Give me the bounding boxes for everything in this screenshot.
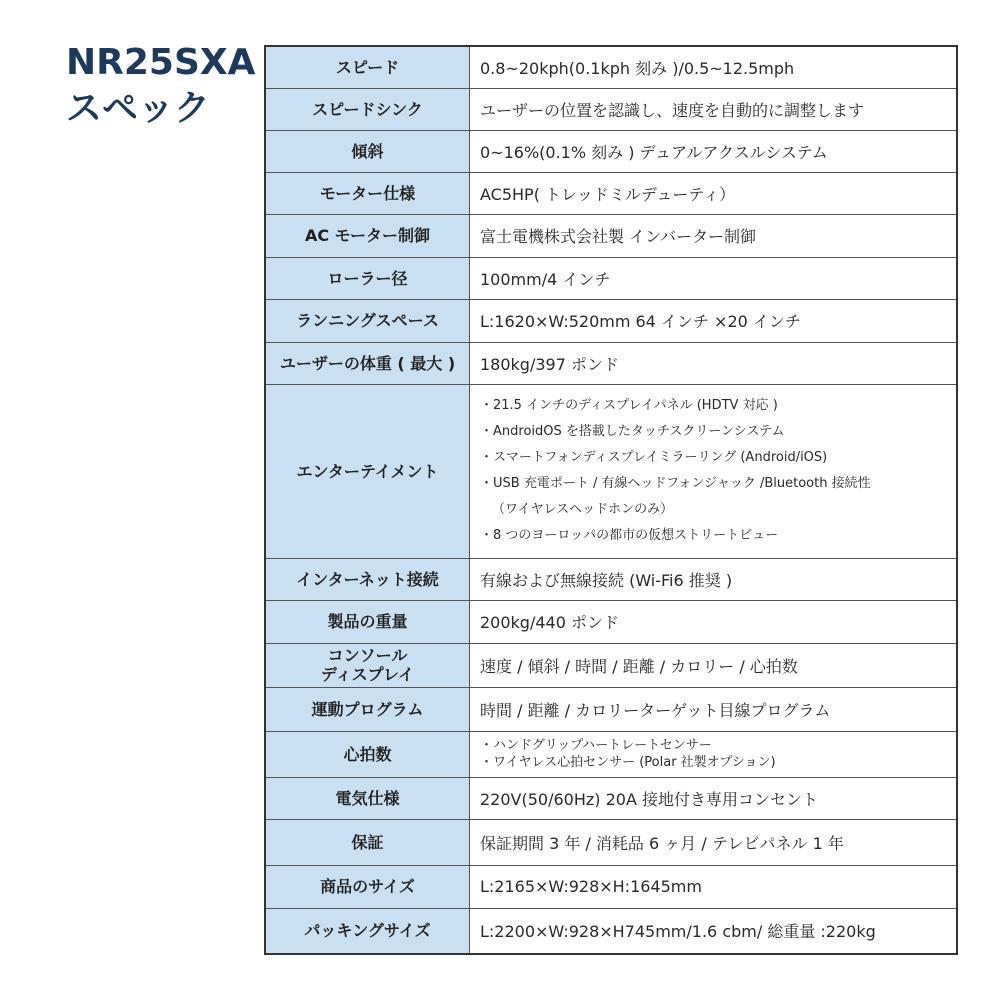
row-value-console: 速度 / 傾斜 / 時間 / 距離 / カロリー / 心拍数: [470, 643, 958, 687]
table-row: [265, 777, 957, 819]
row-value-packing-size: L:2200×W:928×H745mm/1.6 cbm/ 総重量 :220kg: [470, 908, 958, 954]
row-label-console: [265, 643, 470, 687]
row-value-speed-sync: ユーザーの位置を認識し、速度を自動的に調整します: [470, 88, 958, 130]
row-label-ac-motor-control: AC モーター制御: [265, 214, 470, 257]
table-row: [265, 865, 957, 908]
row-label-programs: 運動プログラム: [265, 687, 470, 731]
row-value-product-weight: 200kg/440 ポンド: [470, 600, 958, 643]
row-value-warranty: 保証期間 3 年 / 消耗品 6 ヶ月 / テレビパネル 1 年: [470, 819, 958, 865]
row-label-motor: モーター仕様: [265, 172, 470, 214]
row-value-product-size: L:2165×W:928×H:1645mm: [470, 865, 958, 908]
table-row: [265, 384, 957, 558]
row-value-user-weight: 180kg/397 ポンド: [470, 342, 958, 384]
row-value-motor: AC5HP( トレッドミルデューティ）: [470, 172, 958, 214]
title-model: NR25SXA: [66, 42, 256, 83]
row-label-console-line1: コンソール: [327, 646, 408, 665]
row-value-programs: 時間 / 距離 / カロリーターゲット目線プログラム: [470, 687, 958, 731]
row-value-internet: 有線および無線接続 (Wi-Fi6 推奨 ): [470, 558, 958, 600]
row-value-roller: 100mm/4 インチ: [470, 257, 958, 299]
table-row: [265, 687, 957, 731]
list-item: ・ワイヤレス心拍センサー (Polar 社製オプション): [480, 755, 776, 770]
list-item: （ワイヤレスヘッドホンのみ）: [492, 502, 674, 517]
table-row: [265, 257, 957, 299]
row-label-internet: インターネット接続: [265, 558, 470, 600]
page-title: [66, 40, 256, 132]
row-label-incline: 傾斜: [265, 130, 470, 172]
row-label-console-line2: ディスプレイ: [320, 665, 415, 684]
table-row: [265, 46, 957, 88]
row-label-roller: ローラー径: [265, 257, 470, 299]
row-label-speed-sync: スピードシンク: [265, 88, 470, 130]
table-row: [265, 88, 957, 130]
table-row: [265, 731, 957, 777]
list-item: ・USB 充電ポート / 有線ヘッドフォンジャック /Bluetooth 接続性: [480, 476, 871, 491]
row-label-heart-rate: 心拍数: [265, 731, 470, 777]
list-item: ・ハンドグリップハートレートセンサー: [480, 738, 712, 753]
row-label-product-weight: 製品の重量: [265, 600, 470, 643]
table-row: [265, 172, 957, 214]
heart-rate-list: [480, 737, 956, 771]
row-label-packing-size: パッキングサイズ: [265, 908, 470, 954]
row-label-entertainment: エンターテイメント: [265, 384, 470, 558]
row-label-user-weight: ユーザーの体重 ( 最大 ): [265, 342, 470, 384]
list-item: ・8 つのヨーロッパの都市の仮想ストリートビュー: [480, 528, 779, 543]
title-spec: スペック: [66, 88, 211, 129]
row-value-entertainment: [470, 384, 958, 558]
entertainment-list: [480, 393, 956, 549]
table-row: [265, 342, 957, 384]
table-row: [265, 558, 957, 600]
row-value-incline: 0~16%(0.1% 刻み ) デュアルアクスルシステム: [470, 130, 958, 172]
row-label-speed: スピード: [265, 46, 470, 88]
row-value-running-space: L:1620×W:520mm 64 インチ ×20 インチ: [470, 299, 958, 342]
list-item: ・AndroidOS を搭載したタッチスクリーンシステム: [480, 424, 785, 439]
row-value-speed: 0.8~20kph(0.1kph 刻み )/0.5~12.5mph: [470, 46, 958, 88]
table-row: [265, 908, 957, 954]
row-label-warranty: 保証: [265, 819, 470, 865]
table-row: [265, 299, 957, 342]
table-row: [265, 214, 957, 257]
row-label-running-space: ランニングスペース: [265, 299, 470, 342]
spec-table: [264, 45, 958, 955]
list-item: ・スマートフォンディスプレイミラーリング (Android/iOS): [480, 450, 828, 465]
row-label-electrical: 電気仕様: [265, 777, 470, 819]
list-item: ・21.5 インチのディスプレイパネル (HDTV 対応 ): [480, 398, 778, 413]
row-value-electrical: 220V(50/60Hz) 20A 接地付き専用コンセント: [470, 777, 958, 819]
table-row: [265, 819, 957, 865]
table-row: [265, 600, 957, 643]
table-row: [265, 643, 957, 687]
row-value-heart-rate: [470, 731, 958, 777]
row-value-ac-motor-control: 富士電機株式会社製 インバーター制御: [470, 214, 958, 257]
row-label-product-size: 商品のサイズ: [265, 865, 470, 908]
table-row: [265, 130, 957, 172]
